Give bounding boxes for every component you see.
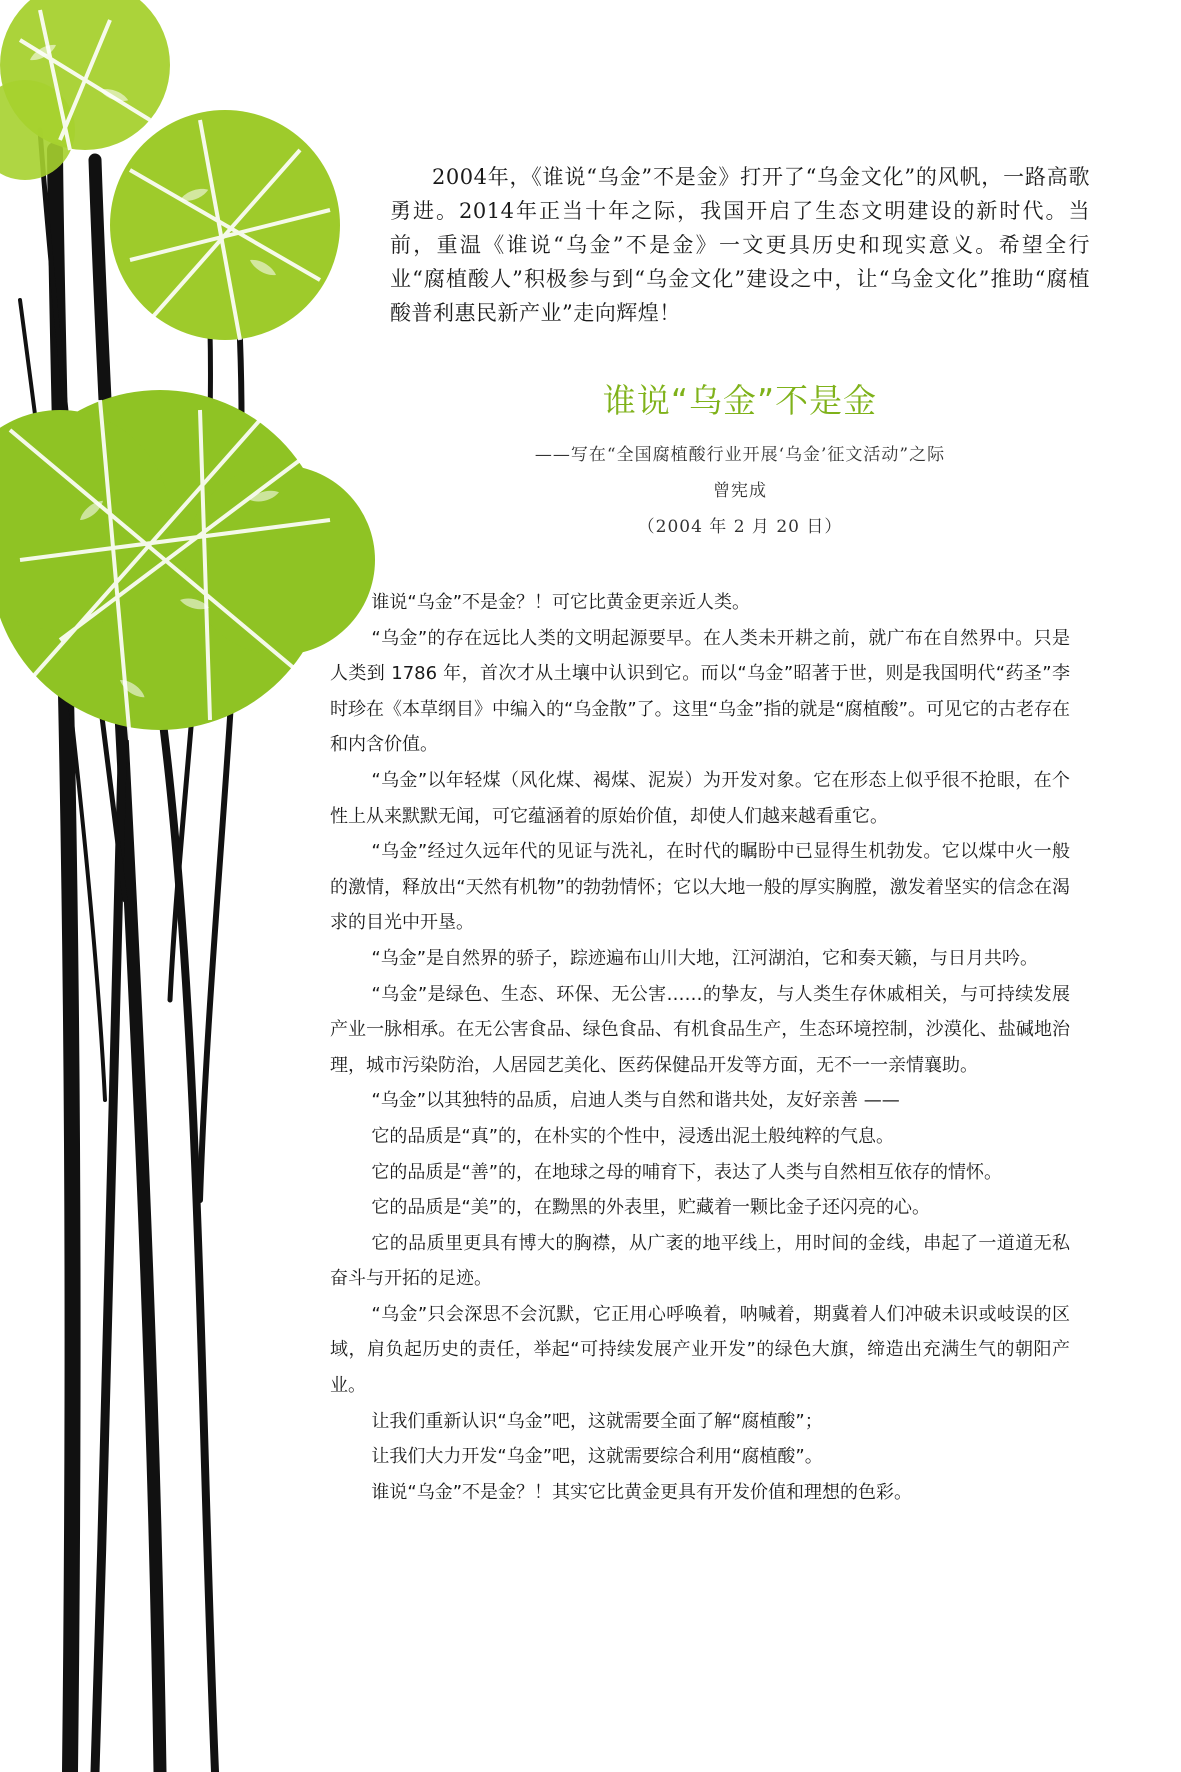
body-paragraph: 让我们重新认识“乌金”吧，这就需要全面了解“腐植酸”；: [371, 1410, 823, 1432]
body-paragraph: 它的品质里更具有博大的胸襟，从广袤的地平线上，用时间的金线，串起了一道道无私奋斗与开拓的足迹。: [330, 1232, 1070, 1290]
body-paragraph: 它的品质是“美”的，在黝黑的外表里，贮藏着一颗比金子还闪亮的心。: [371, 1197, 931, 1219]
body-paragraph: “乌金”经过久远年代的见证与洗礼，在时代的瞩盼中已显得生机勃发。它以煤中火一般的激情，释放出“天然有机物”的勃勃情怀；它以大地一般的厚实胸膛，激发着坚实的信念在渴求的目光中开垦。: [330, 841, 1070, 934]
body-paragraph: 它的品质是“善”的，在地球之母的哺育下，表达了人类与自然相互依存的情怀。: [371, 1161, 1003, 1183]
article-body: [330, 585, 1070, 1510]
body-paragraph: “乌金”只会深思不会沉默，它正用心呼唤着，呐喊着，期冀着人们冲破未识或岐误的区域，肩负起历史的责任，举起“可持续发展产业开发”的绿色大旗，缔造出充满生气的朝阳产业。: [330, 1303, 1070, 1397]
tree-trunks: [20, 130, 242, 1772]
body-paragraph: 让我们大力开发“乌金”吧，这就需要综合利用“腐植酸”。: [371, 1446, 823, 1468]
article-date: （2004 年 2 月 20 日）: [637, 517, 843, 537]
body-paragraph: “乌金”是自然界的骄子，踪迹遍布山川大地，江河湖泊，它和奏天籁，与日月共吟。: [371, 947, 1039, 969]
article-subtitle: ——写在“全国腐植酸行业开展‘乌金’征文活动”之际: [534, 445, 946, 465]
body-paragraph: “乌金”以年轻煤（风化煤、褐煤、泥炭）为开发对象。它在形态上似乎很不抢眼，在个性上从来默默无闻，可它蕴涵着的原始价值，却使人们越来越看重它。: [330, 769, 1070, 827]
body-paragraph: 谁说“乌金”不是金？！可它比黄金更亲近人类。: [371, 592, 751, 613]
intro-paragraph: 2004年，《谁说“乌金”不是金》打开了“乌金文化”的风帆，一路高歌勇进。2014年正当十年之际，我国开启了生态文明建设的新时代。当前，重温《谁说“乌金”不是金》一文更具历史和现实意义。希望全行业“腐植酸人”积极参与到“乌金文化”建设之中，让“乌金文化”推助“腐植酸普利惠民新产业”走向辉煌！: [390, 165, 1090, 325]
body-paragraph: “乌金”是绿色、生态、环保、无公害……的挚友，与人类生存休戚相关，与可持续发展产业一脉相承。在无公害食品、绿色食品、有机食品生产，生态环境控制，沙漠化、盐碱地治理，城市污染防治，人居园艺美化、医药保健品开发等方面，无不一一亲情襄助。: [330, 983, 1070, 1076]
body-paragraph: 谁说“乌金”不是金？！其实它比黄金更具有开发价值和理想的色彩。: [371, 1481, 913, 1503]
body-paragraph: “乌金”以其独特的品质，启迪人类与自然和谐共处，友好亲善 ——: [371, 1090, 900, 1112]
foliage-lower: [0, 390, 375, 730]
article-author: 曾宪成: [713, 481, 767, 501]
body-paragraph: “乌金”的存在远比人类的文明起源要早。在人类未开耕之前，就广布在自然界中。只是人类到 1786 年，首次才从土壤中认识到它。而以“乌金”昭著于世，则是我国明代“药圣”李时珍在《本草纲目》中编入的“乌金散”了。这里“乌金”指的就是“腐植酸”。可见它的古老存在和内含价值。: [330, 627, 1070, 756]
body-paragraph: 它的品质是“真”的，在朴实的个性中，浸透出泥土般纯粹的气息。: [371, 1125, 895, 1147]
article-title: 谁说“乌金”不是金: [602, 381, 878, 420]
